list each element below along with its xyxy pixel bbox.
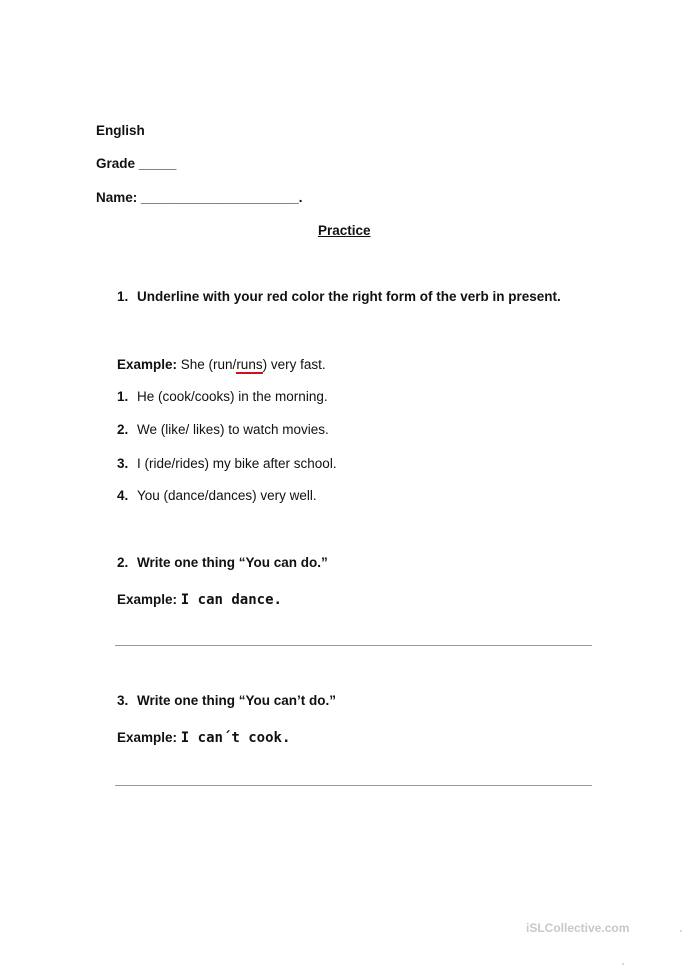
name-field: [96, 189, 302, 206]
item-number: 1.: [117, 389, 129, 404]
list-item: [117, 455, 337, 472]
name-blank: _____________________.: [141, 190, 303, 205]
list-item: [117, 421, 329, 438]
page-title: Practice: [318, 223, 371, 238]
answer-line: [115, 785, 592, 786]
section-number: 2.: [117, 555, 129, 570]
item-text: We (like/ likes) to watch movies.: [137, 422, 329, 437]
watermark: iSLCollective.com: [526, 921, 630, 935]
section1-heading: [117, 288, 561, 305]
example-label: Example:: [117, 592, 178, 607]
example-text-end: ) very fast.: [262, 357, 326, 372]
scan-speck: [680, 930, 682, 932]
item-text: I (ride/rides) my bike after school.: [137, 456, 337, 471]
section3-heading: [117, 692, 336, 709]
section-instruction: Write one thing “You can’t do.”: [137, 693, 336, 708]
example-text: I can dance.: [180, 592, 282, 608]
subject-label: English: [96, 123, 145, 138]
item-number: 4.: [117, 488, 129, 503]
example-text: I can´t cook.: [180, 730, 291, 746]
answer-line: [115, 645, 592, 646]
section-number: 3.: [117, 693, 129, 708]
grade-blank: _____: [138, 156, 177, 171]
item-number: 2.: [117, 422, 129, 437]
list-item: [117, 487, 317, 504]
example-text: She (run/: [177, 357, 237, 372]
section2-heading: [117, 554, 328, 571]
item-number: 3.: [117, 456, 129, 471]
list-item: [117, 388, 328, 405]
item-text: You (dance/dances) very well.: [137, 488, 317, 503]
example-answer-underlined: runs: [236, 357, 263, 372]
scan-speck: [622, 963, 624, 965]
section2-example: [117, 591, 282, 609]
grade-label: Grade: [96, 156, 136, 171]
grade-field: [96, 155, 176, 172]
item-text: He (cook/cooks) in the morning.: [137, 389, 328, 404]
section-number: 1.: [117, 289, 129, 304]
example-label: Example:: [117, 730, 178, 745]
section-instruction: Write one thing “You can do.”: [137, 555, 328, 570]
section-instruction: Underline with your red color the right form of the verb in present.: [137, 289, 561, 304]
section1-example: [117, 356, 326, 373]
example-label: Example:: [117, 357, 178, 372]
name-label: Name:: [96, 190, 138, 205]
section3-example: [117, 729, 290, 747]
